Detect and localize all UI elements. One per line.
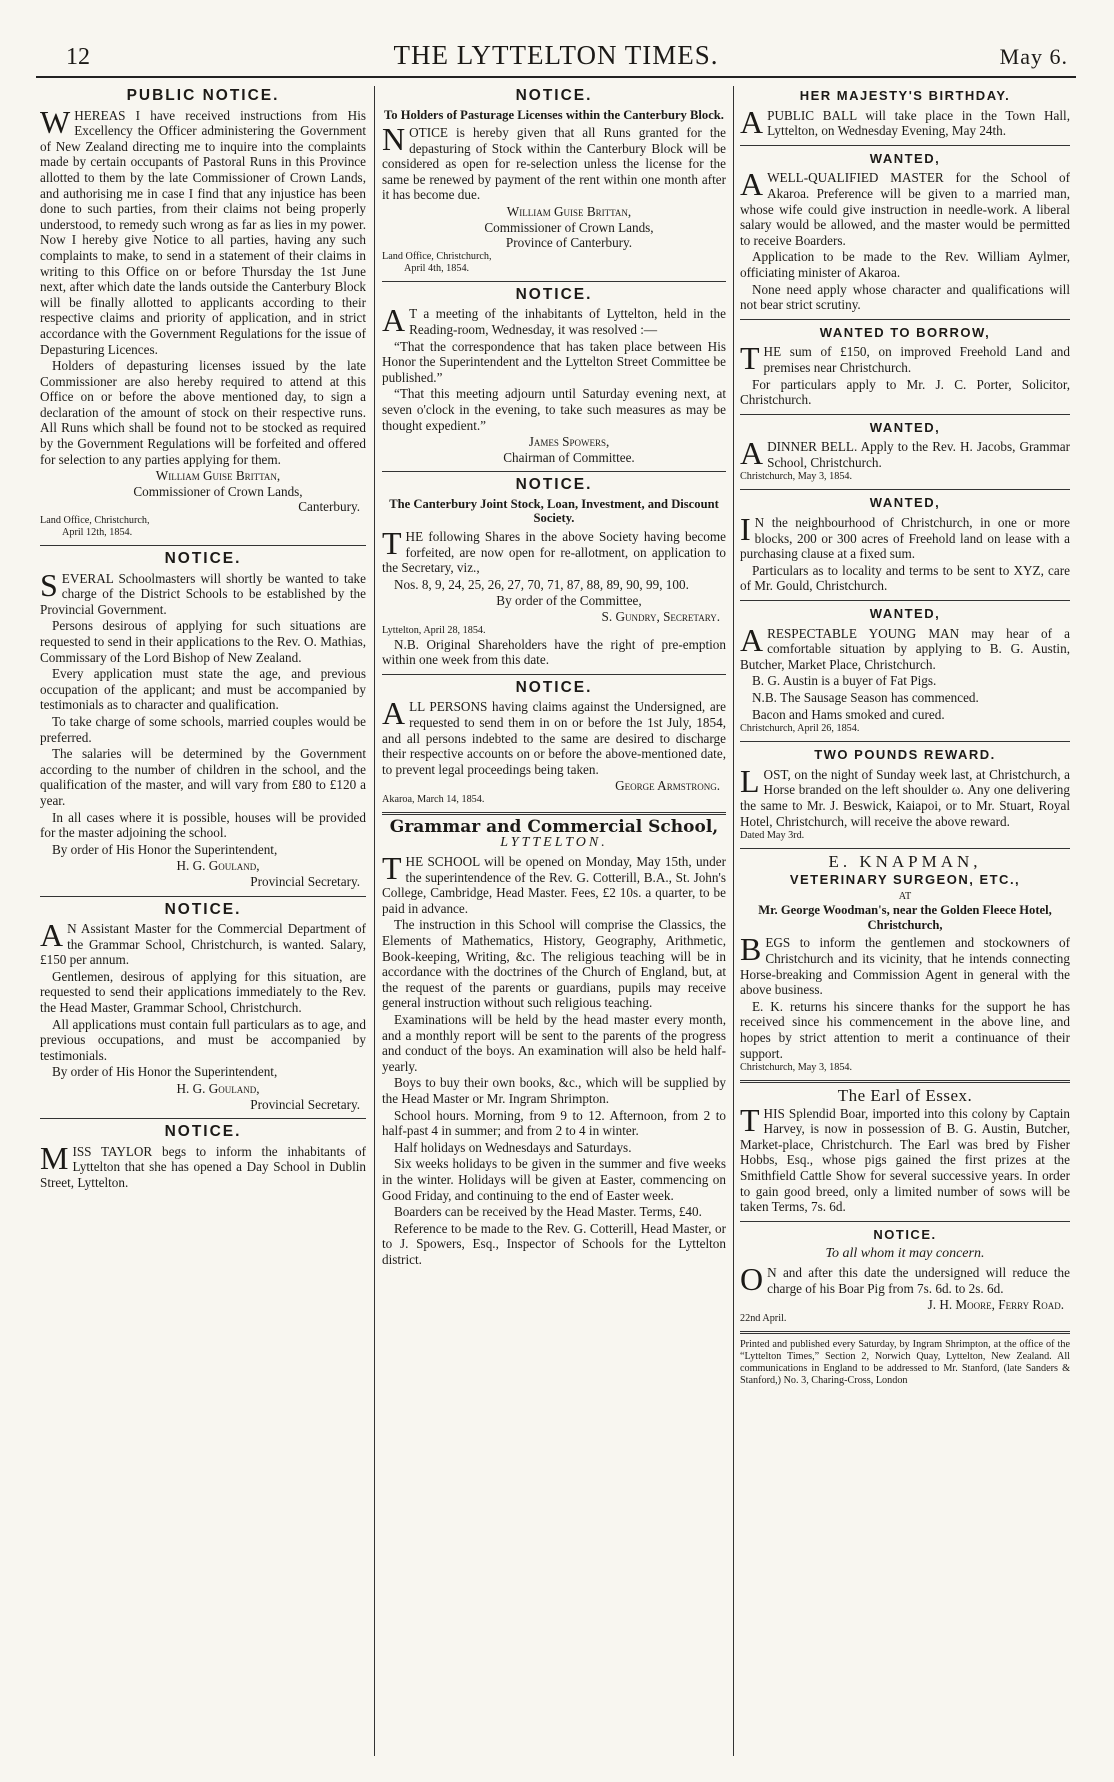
dateline: April 12th, 1854. [62,527,133,539]
notice-text: In all cases where it is possible, houses will be provided for the master adjoining the school. [40,809,366,841]
notice-schoolmasters [40,551,366,889]
divider [740,600,1070,601]
ad-heading: E. KNAPMAN, [828,852,982,872]
notice-text: E. K. returns his sincere thanks for the support he has received since his commencement in the above line, and hopes by strict attention to merit a continuance of their support. [740,998,1070,1061]
ad-public-ball [740,88,1070,139]
notice-heading: NOTICE. [164,900,242,918]
notice-text: Bacon and Hams smoked and cured. [752,706,945,722]
ad-subheading: AT [898,891,912,903]
notice-text: The instruction in this School will comprise the Classics, the Elements of Mathematics, History, Geography, Arithmetic, Book-keeping, Writing, &c. The religious teaching will be in accordance with the doctrines of the Church of England, but, at the request of the parents or guardians, pupils may receive general instruction without such religious teaching. [382,917,726,1011]
notice-text: By order of the Committee, [496,593,642,609]
signature: James Spowers, [528,434,610,450]
drop-cap: A [382,302,406,339]
divider [740,1331,1070,1334]
notice-text: HE sum of £150, on improved Freehold Land and premises near Christchurch. [763,344,1070,375]
notice-text: RESPECTABLE YOUNG MAN may hear of a comfortable situation by applying to B. G. Austin, Butcher, Market Place, Christchurch. [740,625,1070,672]
drop-cap: A [740,103,764,140]
notice-text: By order of His Honor the Superintendent, [52,1064,278,1080]
signature-title: Province of Canterbury. [505,235,633,251]
notice-text: T a meeting of the inhabitants of Lyttelton, held in the Reading-room, Wednesday, it was resolved :— [409,306,726,338]
divider [382,674,726,675]
ad-heading: The Earl of Essex. [837,1086,973,1106]
page-number: 12 [66,44,90,70]
notice-text: Half holidays on Wednesdays and Saturdays. [394,1139,632,1155]
dateline: Dated May 3rd. [740,830,805,842]
drop-cap: L [740,762,760,799]
drop-cap: T [740,340,760,377]
drop-cap: M [40,1139,69,1176]
notice-text: Six weeks holidays to be given in the summer and five weeks in the winter. Holidays will be given at Easter, commencing on Good Friday, and continuing to the end of Easter week. [382,1156,726,1203]
ad-heading: WANTED, [869,606,941,622]
divider [382,471,726,472]
notice-text: DINNER BELL. Apply to the Rev. H. Jacobs, Grammar School, Christchurch. [767,439,1070,470]
notice-joint-stock [382,477,726,667]
drop-cap: T [382,850,402,887]
imprint: Printed and published every Saturday, by Ingram Shrimpton, at the office of the “Lyttelton Times,” Section 2, Norwich Quay, Lyttelton, New Zealand. All communications in England to be addressed to Mr. Stanford, (late Sanders & Stanford,) No. 3, Charing-Cross, London [740,1338,1070,1386]
divider [40,896,366,897]
notice-text: Examinations will be held by the head master every month, and a monthly report will be sent to the parents of the progress and conduct of the boys. An examination will also be held half-yearly. [382,1012,726,1074]
notice-text: HE following Shares in the above Society having become forfeited, are now open for re-allotment, on application to the Secretary, viz., [382,528,726,576]
ad-earl-of-essex [740,1088,1070,1215]
notice-pasturage-licenses [382,88,726,275]
signature: H. G. Gouland, [176,1081,260,1097]
notice-text: Reference to be made to the Rev. G. Cotterill, Head Master, or to J. Spowers, Esq., Inspector of Schools for the Lyttelton district. [382,1220,726,1267]
notice-text: OTICE is hereby given that all Runs granted for the depasturing of Stock within the Canterbury Block will be considered as open for re-selection unless the license for the same be renewed by payment of the rent within one month after it has become due. [382,125,726,203]
dateline: Lyttelton, April 28, 1854. [382,624,486,636]
ad-subheading: VETERINARY SURGEON, ETC., [789,871,1021,887]
dateline: Christchurch, April 26, 1854. [740,723,860,735]
notice-text: N.B. The Sausage Season has commenced. [752,690,979,705]
notice-heading: NOTICE. [164,550,242,568]
notice-assistant-master [40,902,366,1113]
drop-cap: A [740,435,764,472]
divider [740,741,1070,742]
divider [740,145,1070,146]
signature: H. G. Gouland, [176,858,260,874]
ad-veterinary-surgeon [740,854,1070,1074]
drop-cap: T [382,524,402,561]
notice-text: LL PERSONS having claims against the Undersigned, are requested to send them in on or before the 1st July, 1854, and all persons indebted to the same are desired to discharge their respective accounts on or before the above-mentioned date, to prevent legal proceedings being taken. [382,699,726,777]
signature: William Guise Brittan, [506,204,632,220]
notice-text: N.B. Original Shareholders have the right of pre-emption within one week from this date. [382,636,726,668]
divider [382,812,726,815]
ad-grammar-school [382,816,726,1268]
notice-text: HEREAS I have received instructions from His Excellency the Officer administering the Government of New Zealand directing me to inquire into the complaints made by certain occupants of Pastoral Runs in this Province allotted to them by the late Commissioner of Crown Lands, and authorising me in case I find that any injustice has been done to such parties, from their claims not being properly understood, to remedy such wrong as far as lies in my power. Now I hereby give Notice to all parties, having any such complaints to make, to send in a statement of their claims in writing to this Office on or before Thursday the 1st June next, after which date the lands outside the Canterbury Block will be finally allotted to applicants according to their respective claims and priority of application, and in strict accordance with the Government Regulations for the issue of Depasturing Licences. [40,107,366,357]
notice-text: N Assistant Master for the Commercial Department of the Grammar School, Christchurch, is wanted. Salary, £150 per annum. [40,921,366,968]
notice-text: ISS TAYLOR begs to inform the inhabitants of Lyttelton that she has opened a Day School in Dublin Street, Lyttelton. [40,1143,366,1190]
notice-heading: NOTICE. [515,87,593,104]
divider [382,281,726,282]
notice-subheading: To Holders of Pasturage Licenses within the Canterbury Block. [384,107,724,122]
dateline: Land Office, Christchurch, [382,250,492,262]
signature-title: Canterbury. [298,499,360,515]
ad-heading: WANTED, [869,495,941,511]
share-numbers: Nos. 8, 9, 24, 25, 26, 27, 70, 71, 87, 88, 89, 90, 99, 100. [394,576,689,592]
divider [740,848,1070,849]
ad-heading: Grammar and Commercial School, [389,816,719,837]
notice-text: Particulars as to locality and terms to be sent to XYZ, care of Mr. Gould, Christchurch. [740,562,1070,594]
issue-date: May 6. [999,44,1068,69]
ad-subheading: To all whom it may concern. [825,1246,985,1262]
notice-meeting [382,287,726,466]
drop-cap: S [40,566,58,603]
notice-text: All applications must contain full particulars as to age, and previous occupations, and must be accompanied by testimonials. [40,1016,366,1063]
dateline: Akaroa, March 14, 1854. [382,793,485,805]
notice-text: Gentlemen, desirous of applying for this situation, are requested to send their applications immediately to the Rev. the Head Master, Grammar School, Christchurch. [40,968,366,1016]
drop-cap: N [382,121,406,158]
notice-text: WELL-QUALIFIED MASTER for the School of Akaroa. Preference will be given to a married man, whose wife could give instruction in needle-work. A liberal salary would be allowed, and the master would be permitted to receive Boarders. [740,170,1070,248]
drop-cap: T [740,1101,760,1138]
notice-text: By order of His Honor the Superintendent, [52,841,278,857]
signature: William Guise Brittan, [155,468,281,484]
drop-cap: O [740,1261,764,1298]
notice-heading: NOTICE. [515,476,593,494]
column-rule [733,86,734,1756]
drop-cap: W [40,103,71,140]
notice-text: EGS to inform the gentlemen and stockowners of Christchurch and its vicinity, that he intends connecting Horse-breaking and Commission Agent in general with the above business. [740,935,1070,998]
ad-subheading: Mr. George Woodman's, near the Golden Fleece Hotel, Christchurch, [758,903,1052,932]
notice-text: HIS Splendid Boar, imported into this colony by Captain Harvey, is now in possession of B. G. Austin, Butcher, Market-place, Christchurch. The Earl was bred by Fisher Hobbs, Esq., whose pigs gained the first prizes at the Smithfield Cattle Show for several successive years. In order to gain good breed, only a limited number of sows will be taken Terms, 7s. 6d. [740,1105,1070,1215]
ad-wanted-master [740,151,1070,313]
ad-wanted-land [740,495,1070,594]
ad-reward [740,747,1070,842]
signature: J. H. Moore, Ferry Road. [927,1297,1064,1313]
notice-text: Application to be made to the Rev. William Aylmer, officiating minister of Akaroa. [740,249,1070,280]
ad-heading: HER MAJESTY'S BIRTHDAY. [799,88,1011,103]
signature-title: Chairman of Committee. [503,449,635,465]
divider [740,1221,1070,1222]
ad-heading: WANTED, [869,419,941,435]
notice-day-school [40,1124,366,1190]
notice-text: OST, on the night of Sunday week last, at Christchurch, a Horse branded on the left shoulder ω. Any one delivering the same to Mr. J. Beswick, Kaiapoi, or to Mr. Stuart, Royal Hotel, Christchurch, will receive the above reward. [740,766,1070,829]
dateline: 22nd April. [740,1312,787,1324]
drop-cap: A [40,917,64,954]
column-1 [40,86,366,1766]
divider [740,414,1070,415]
notice-text: PUBLIC BALL will take place in the Town Hall, Lyttelton, on Wednesday Evening, May 24th. [767,107,1070,139]
signature: S. Gundry, Secretary. [601,608,720,624]
column-2 [382,86,726,1766]
divider [740,489,1070,490]
column-3 [740,86,1070,1766]
ad-wanted-dinner-bell [740,420,1070,484]
notice-heading: NOTICE. [515,285,593,303]
drop-cap: A [382,695,406,732]
signature-title: Commissioner of Crown Lands, [133,483,303,499]
notice-text: B. G. Austin is a buyer of Fat Pigs. [752,673,937,689]
divider [40,545,366,546]
drop-cap: A [740,166,764,203]
drop-cap: B [740,931,762,968]
notice-text: HE SCHOOL will be opened on Monday, May 15th, under the superintendence of the Rev. G. Cotterill, B.A., St. John's College, Cambridge, Head Master. Fees, £2 10s. a quarter, to be paid in advance. [382,854,726,916]
signature-title: Commissioner of Crown Lands, [484,219,654,235]
notice-text: “That this meeting adjourn until Saturday evening next, at seven o'clock in the evening, to take such measures as may be thought expedient.” [382,386,726,433]
notice-text: Boys to buy their own books, &c., which will be supplied by the Head Master or Mr. Ingram Shrimpton. [382,1075,726,1106]
notice-text: Holders of depasturing licenses issued by the late Commissioner are also hereby required to attend at this Office on or before the above mentioned day, to sign a declaration of the amount of stock on their respective runs. All Runs which shall be found not to be stocked as required by the Government Regulations will be forfeited and offered for selection to any parties applying for them. [40,358,366,467]
notice-text: The salaries will be determined by the Government according to the number of children in the school, and the qualification of the master, and will vary from £80 to £120 a year. [40,746,366,808]
drop-cap: A [740,621,764,658]
divider [740,1080,1070,1083]
masthead [36,34,1076,78]
notice-claims [382,680,726,806]
column-rule [374,86,375,1756]
notice-text: School hours. Morning, from 9 to 12. Afternoon, from 2 to half-past 4 in summer; and from 2 to 4 in winter. [382,1107,726,1139]
notice-text: N and after this date the undersigned will reduce the charge of his Boar Pig from 7s. 6d. to 2s. 6d. [767,1265,1070,1296]
notice-text: Every application must state the age, and previous occupation of the applicant; and must be accompanied by testimonials as to character and qualification. [40,666,366,713]
notice-subheading: The Canterbury Joint Stock, Loan, Investment, and Discount Society. [389,496,719,526]
ad-wanted-young-man [740,606,1070,735]
notice-text: N the neighbourhood of Christchurch, in one or more blocks, 200 or 300 acres of Freehold land on lease with a purchasing clause at a fixed sum. [740,515,1070,562]
ad-subheading: LYTTELTON. [500,835,608,851]
ad-wanted-to-borrow [740,325,1070,408]
ad-boar-notice [740,1227,1070,1325]
notice-text: Persons desirous of applying for such situations are requested to send in their applications to the Rev. O. Mathias, Commissary of the Lord Bishop of New Zealand. [40,618,366,665]
ad-heading: NOTICE. [873,1226,937,1242]
dateline: Christchurch, May 3, 1854. [740,471,853,483]
notice-public-notice [40,88,366,539]
dateline: April 4th, 1854. [404,262,470,274]
newspaper-title: THE LYTTELTON TIMES. [393,40,719,70]
ad-heading: TWO POUNDS REWARD. [814,747,996,763]
notice-text: Boarders can be received by the Head Master. Terms, £40. [394,1204,702,1220]
divider [40,1118,366,1119]
notice-text: “That the correspondence that has taken place between His Honor the Superintendent and the Lyttelton Street Committee be published.” [382,338,726,385]
notice-heading: NOTICE. [164,1123,242,1141]
notice-text: None need apply whose character and qualifications will not bear strict scrutiny. [740,281,1070,313]
signature: George Armstrong. [615,778,720,794]
ad-heading: WANTED TO BORROW, [819,324,991,340]
divider [740,319,1070,320]
notice-text: EVERAL Schoolmasters will shortly be wanted to take charge of the District Schools to be established by the Provincial Government. [40,570,366,617]
notice-text: To take charge of some schools, married couples would be preferred. [40,713,366,745]
notice-text: For particulars apply to Mr. J. C. Porter, Solicitor, Christchurch. [740,376,1070,408]
ad-heading: WANTED, [869,150,941,166]
signature-title: Provincial Secretary. [250,873,360,889]
notice-heading: NOTICE. [515,678,593,696]
dateline: Christchurch, May 3, 1854. [740,1062,853,1074]
notice-heading: PUBLIC NOTICE. [126,87,280,104]
signature-title: Provincial Secretary. [250,1096,360,1112]
drop-cap: I [740,511,751,548]
dateline: Land Office, Christchurch, [40,515,150,527]
